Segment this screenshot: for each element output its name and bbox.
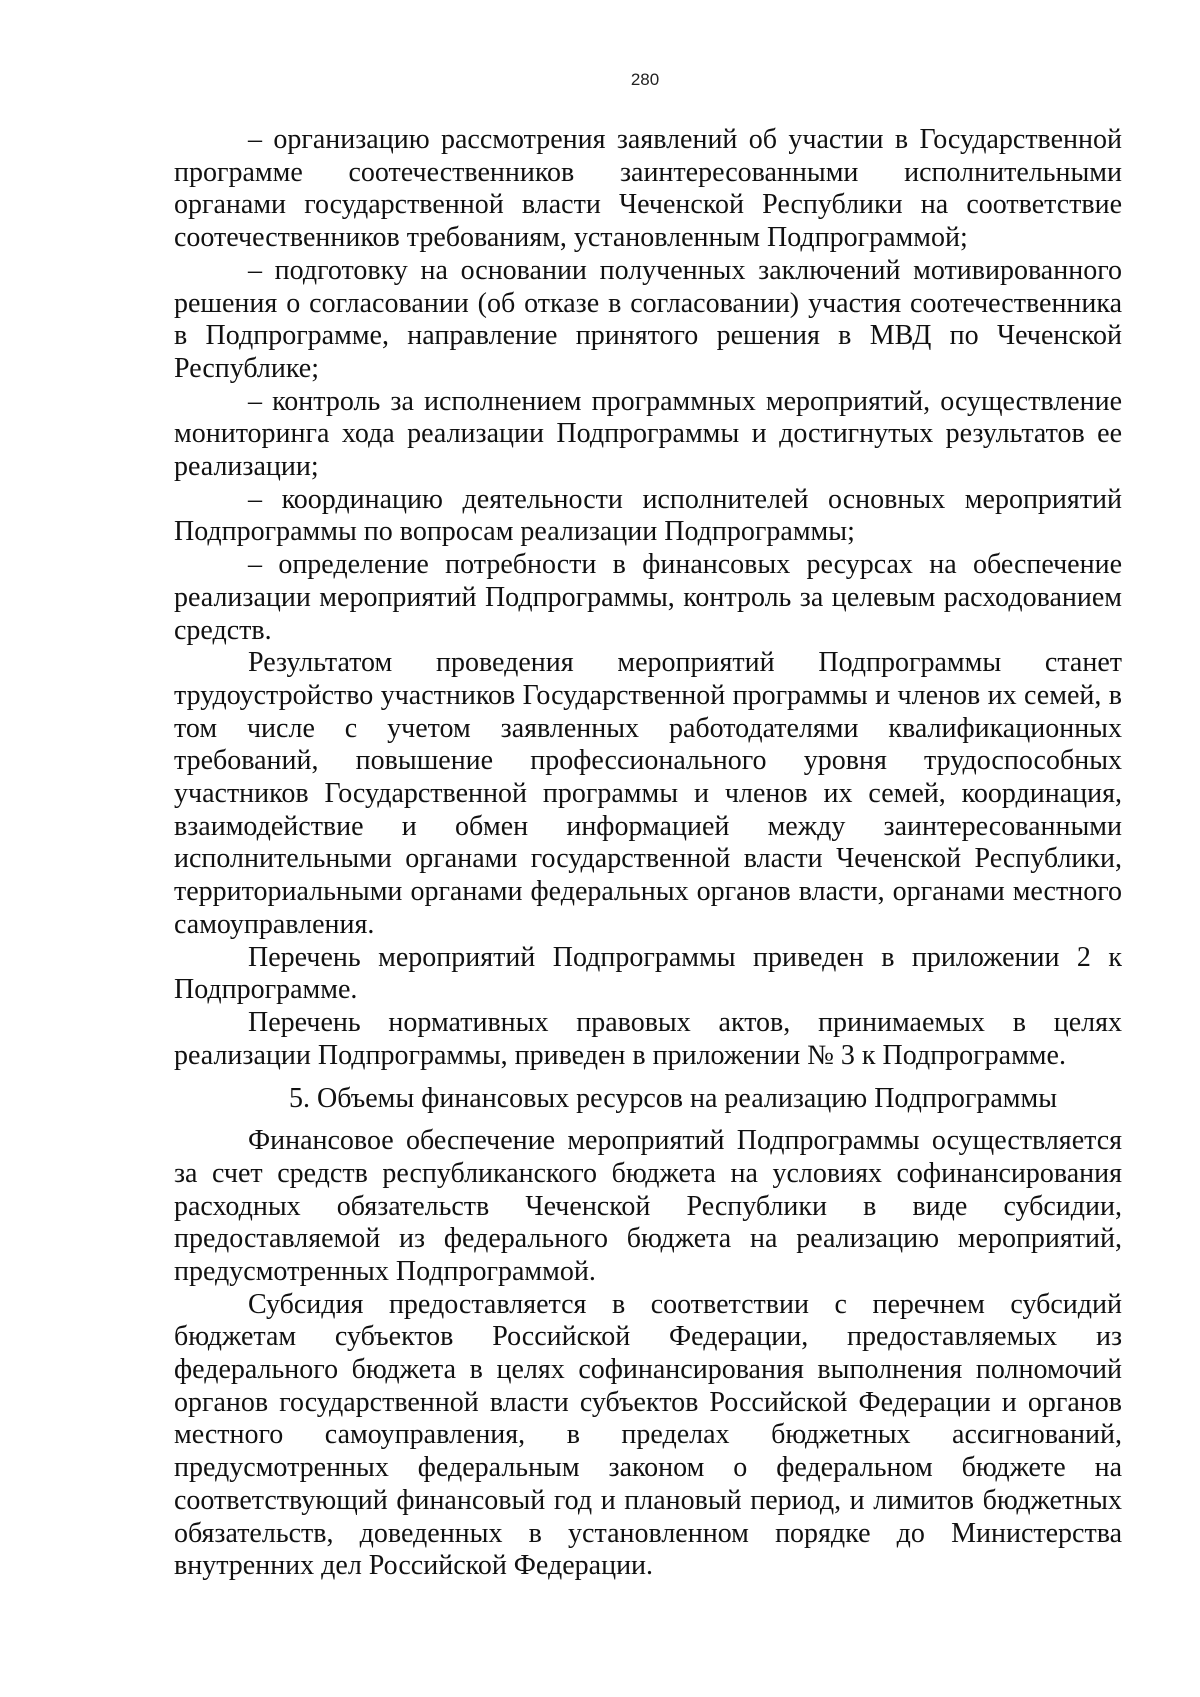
paragraph-control-monitoring: – контроль за исполнением программных мероприятий, осуществление мониторинга хода реализации Подпрограммы и достигнутых результатов ее реализации;	[174, 385, 1122, 483]
paragraph-legal-acts: Перечень нормативных правовых актов, принимаемых в целях реализации Подпрограммы, приведен в приложении № 3 к Подпрограмме.	[174, 1006, 1122, 1071]
paragraph-results: Результатом проведения мероприятий Подпрограммы станет трудоустройство участников Государственной программы и членов их семей, в том числе с учетом заявленных работодателями квалификационных требований, повышение профессионального уровня трудоспособных участников Государственной программы и членов их семей, координация, взаимодействие и обмен информацией между заинтересованными исполнительными органами государственной власти Чеченской Республики, территориальными органами федеральных органов власти, органами местного самоуправления.	[174, 647, 1122, 940]
paragraph-decision-preparation: – подготовку на основании полученных заключений мотивированного решения о согласовании (об отказе в согласовании) участия соотечественника в Подпрограмме, направление принятого решения в МВД по Чеченской Республике;	[174, 254, 1122, 384]
paragraph-application-review: – организацию рассмотрения заявлений об участии в Государственной программе соотечественников заинтересованными исполнительными органами государственной власти Чеченской Республики на соответствие соотечественников требованиям, установленным Подпрограммой;	[174, 124, 1122, 254]
paragraph-activities-list: Перечень мероприятий Подпрограммы приведен в приложении 2 к Подпрограмме.	[174, 941, 1122, 1006]
page-number: 280	[630, 70, 660, 89]
paragraph-subsidy: Субсидия предоставляется в соответствии с перечнем субсидий бюджетам субъектов Российской Федерации, предоставляемых из федерального бюджета в целях софинансирования выполнения полномочий органов государственной власти субъектов Российской Федерации и органов местного самоуправления, в пределах бюджетных ассигнований, предусмотренных федеральным законом о федеральном бюджете на соответствующий финансовый год и плановый период, и лимитов бюджетных обязательств, доведенных в установленном порядке до Министерства внутренних дел Российской Федерации.	[174, 1288, 1122, 1582]
section-heading-financing: 5. Объемы финансовых ресурсов на реализацию Подпрограммы	[288, 1083, 1058, 1115]
paragraph-funding-source: Финансовое обеспечение мероприятий Подпрограммы осуществляется за счет средств республиканского бюджета на условиях софинансирования расходных обязательств Чеченской Республики в виде субсидии, предоставляемой из федерального бюджета на реализацию мероприятий, предусмотренных Подпрограммой.	[174, 1125, 1122, 1287]
document-body	[174, 124, 1122, 1583]
paragraph-financial-needs: – определение потребности в финансовых ресурсах на обеспечение реализации мероприятий Подпрограммы, контроль за целевым расходованием средств.	[174, 549, 1122, 646]
paragraph-coordination: – координацию деятельности исполнителей основных мероприятий Подпрограммы по вопросам реализации Подпрограммы;	[174, 483, 1122, 548]
